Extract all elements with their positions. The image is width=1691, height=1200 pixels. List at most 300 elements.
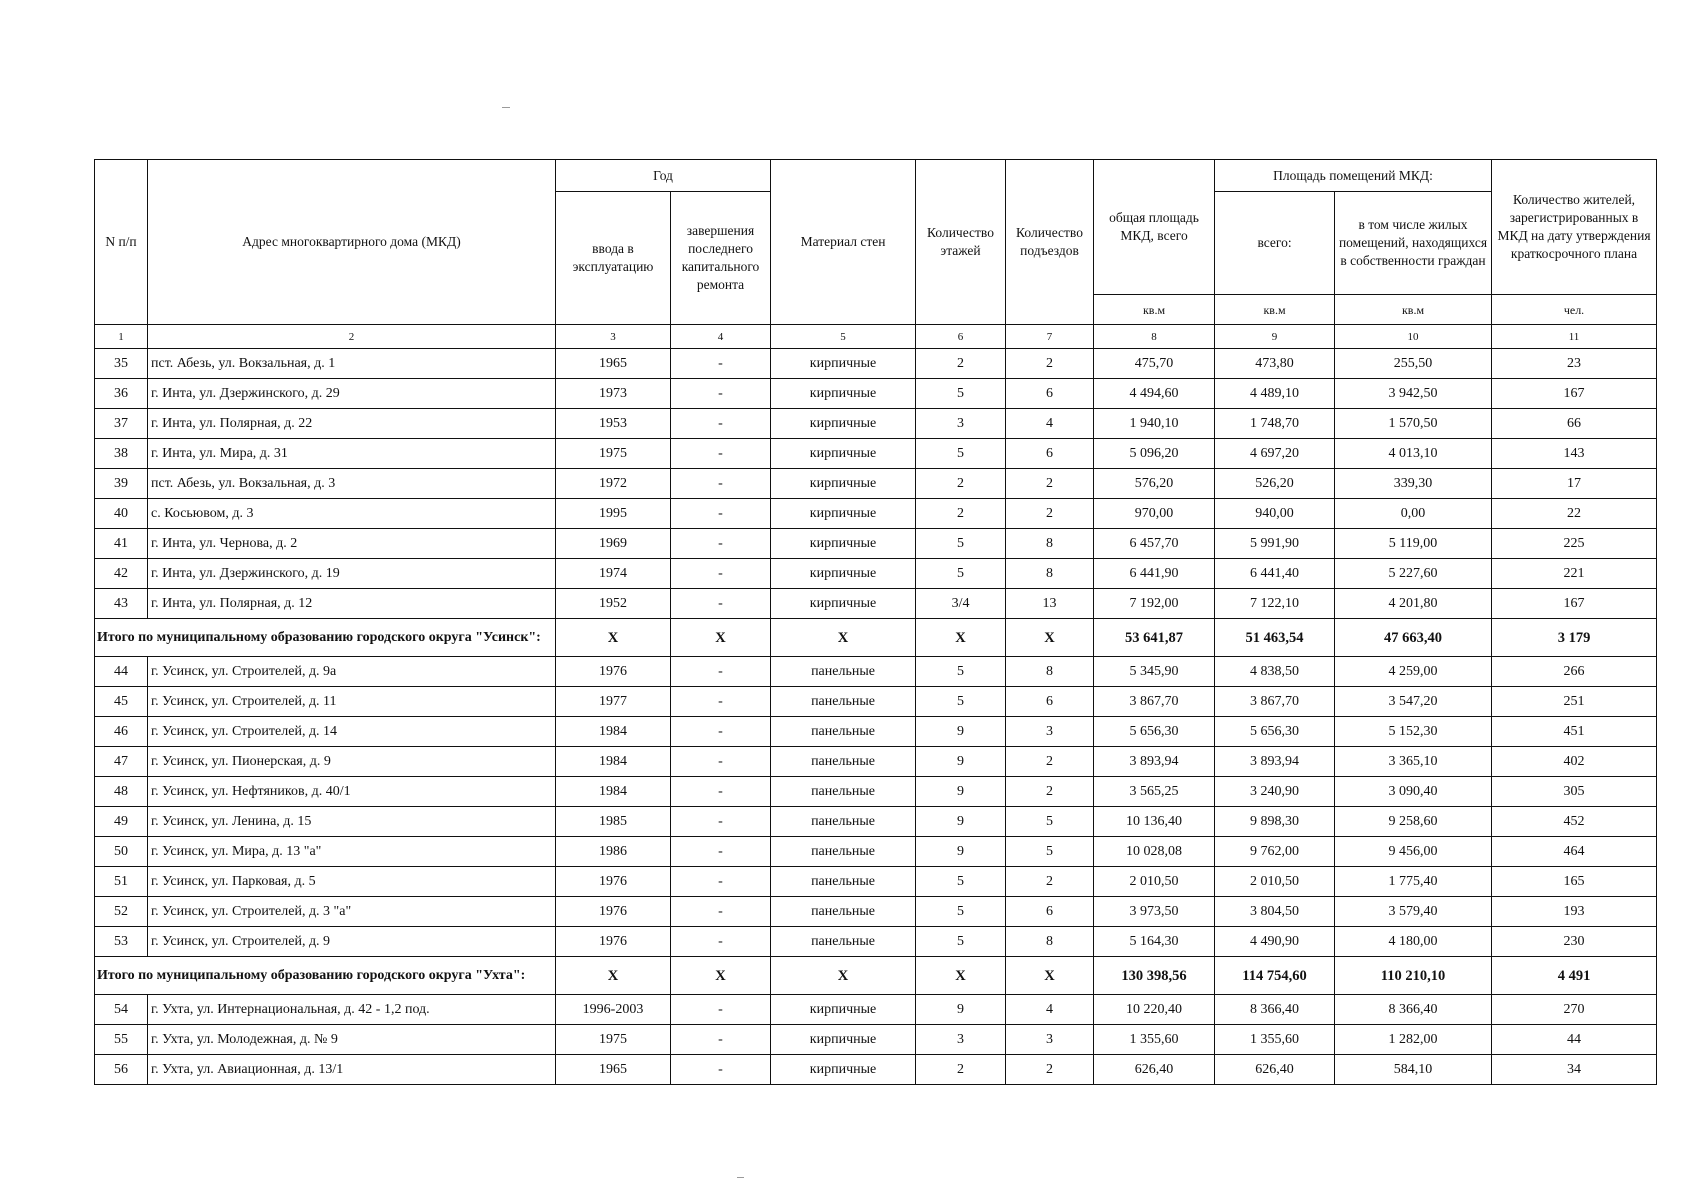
table-row <box>95 867 1657 897</box>
row-premises-area: 3 240,90 <box>1215 777 1335 807</box>
row-private-area: 1 775,40 <box>1335 867 1492 897</box>
header-floors: Количество этажей <box>916 160 1006 325</box>
row-floors: 9 <box>916 777 1006 807</box>
row-year-repair: - <box>671 657 771 687</box>
table-row <box>95 409 1657 439</box>
row-total-area: 3 867,70 <box>1094 687 1215 717</box>
row-total-area: 1 940,10 <box>1094 409 1215 439</box>
row-wall-material: кирпичные <box>771 379 916 409</box>
table-row <box>95 717 1657 747</box>
row-wall-material: панельные <box>771 717 916 747</box>
table-row <box>95 995 1657 1025</box>
table-row <box>95 589 1657 619</box>
header-year: Год <box>556 160 771 192</box>
row-residents: 143 <box>1492 439 1657 469</box>
column-index: 4 <box>671 325 771 349</box>
row-year-commission: 1995 <box>556 499 671 529</box>
row-residents: 452 <box>1492 807 1657 837</box>
table-row <box>95 529 1657 559</box>
row-total-area: 10 220,40 <box>1094 995 1215 1025</box>
row-number: 36 <box>95 379 148 409</box>
row-premises-area: 526,20 <box>1215 469 1335 499</box>
row-address: пст. Абезь, ул. Вокзальная, д. 1 <box>148 349 556 379</box>
row-entrances: 13 <box>1006 589 1094 619</box>
row-residents: 167 <box>1492 379 1657 409</box>
column-index: 2 <box>148 325 556 349</box>
row-premises-area: 4 490,90 <box>1215 927 1335 957</box>
row-address: г. Усинск, ул. Строителей, д. 14 <box>148 717 556 747</box>
row-wall-material: кирпичные <box>771 995 916 1025</box>
header-year-commission: ввода в эксплуатацию <box>556 192 671 325</box>
total-cell-x: X <box>1006 957 1094 995</box>
row-entrances: 6 <box>1006 439 1094 469</box>
row-year-repair: - <box>671 439 771 469</box>
row-entrances: 2 <box>1006 1055 1094 1085</box>
row-floors: 3/4 <box>916 589 1006 619</box>
row-floors: 9 <box>916 807 1006 837</box>
row-year-commission: 1965 <box>556 349 671 379</box>
row-address: г. Инта, ул. Чернова, д. 2 <box>148 529 556 559</box>
table-row <box>95 1025 1657 1055</box>
row-entrances: 6 <box>1006 379 1094 409</box>
row-floors: 5 <box>916 379 1006 409</box>
section-ukhta <box>95 995 1657 1085</box>
row-total-area: 475,70 <box>1094 349 1215 379</box>
row-number: 49 <box>95 807 148 837</box>
row-year-commission: 1984 <box>556 747 671 777</box>
row-number: 53 <box>95 927 148 957</box>
total-area: 130 398,56 <box>1094 957 1215 995</box>
row-year-repair: - <box>671 717 771 747</box>
row-wall-material: панельные <box>771 657 916 687</box>
section-usinsk <box>95 657 1657 957</box>
row-number: 39 <box>95 469 148 499</box>
row-premises-area: 9 898,30 <box>1215 807 1335 837</box>
row-premises-area: 5 656,30 <box>1215 717 1335 747</box>
total-label: Итого по муниципальному образованию городского округа "Ухта": <box>95 957 556 995</box>
row-number: 44 <box>95 657 148 687</box>
row-address: г. Инта, ул. Дзержинского, д. 19 <box>148 559 556 589</box>
table-row <box>95 469 1657 499</box>
total-cell-x: X <box>916 957 1006 995</box>
row-floors: 9 <box>916 837 1006 867</box>
total-private: 47 663,40 <box>1335 619 1492 657</box>
row-premises-area: 8 366,40 <box>1215 995 1335 1025</box>
row-address: г. Ухта, ул. Интернациональная, д. 42 - 1,2 под. <box>148 995 556 1025</box>
row-premises-area: 3 804,50 <box>1215 897 1335 927</box>
row-year-commission: 1977 <box>556 687 671 717</box>
row-premises-area: 6 441,40 <box>1215 559 1335 589</box>
section-inta <box>95 349 1657 619</box>
row-residents: 66 <box>1492 409 1657 439</box>
total-premises: 114 754,60 <box>1215 957 1335 995</box>
row-year-repair: - <box>671 837 771 867</box>
row-residents: 44 <box>1492 1025 1657 1055</box>
row-private-area: 0,00 <box>1335 499 1492 529</box>
row-year-repair: - <box>671 777 771 807</box>
table-row <box>95 559 1657 589</box>
row-entrances: 8 <box>1006 529 1094 559</box>
row-private-area: 1 282,00 <box>1335 1025 1492 1055</box>
row-year-commission: 1976 <box>556 657 671 687</box>
header-premises-area: Площадь помещений МКД: <box>1215 160 1492 192</box>
row-floors: 3 <box>916 409 1006 439</box>
row-entrances: 6 <box>1006 687 1094 717</box>
row-wall-material: панельные <box>771 687 916 717</box>
table-row <box>95 379 1657 409</box>
row-address: г. Инта, ул. Полярная, д. 12 <box>148 589 556 619</box>
row-premises-area: 4 697,20 <box>1215 439 1335 469</box>
row-total-area: 1 355,60 <box>1094 1025 1215 1055</box>
total-cell-x: X <box>671 619 771 657</box>
row-private-area: 255,50 <box>1335 349 1492 379</box>
row-entrances: 2 <box>1006 349 1094 379</box>
row-number: 41 <box>95 529 148 559</box>
row-entrances: 8 <box>1006 559 1094 589</box>
row-address: г. Усинск, ул. Нефтяников, д. 40/1 <box>148 777 556 807</box>
total-premises: 51 463,54 <box>1215 619 1335 657</box>
total-row-usinsk <box>95 619 1657 657</box>
row-premises-area: 4 489,10 <box>1215 379 1335 409</box>
table-row <box>95 897 1657 927</box>
row-private-area: 4 013,10 <box>1335 439 1492 469</box>
total-cell-x: X <box>916 619 1006 657</box>
row-residents: 165 <box>1492 867 1657 897</box>
row-residents: 22 <box>1492 499 1657 529</box>
row-year-commission: 1975 <box>556 439 671 469</box>
row-wall-material: кирпичные <box>771 409 916 439</box>
table-row <box>95 807 1657 837</box>
row-number: 38 <box>95 439 148 469</box>
row-year-repair: - <box>671 995 771 1025</box>
row-entrances: 5 <box>1006 837 1094 867</box>
row-private-area: 3 365,10 <box>1335 747 1492 777</box>
row-year-commission: 1976 <box>556 867 671 897</box>
row-total-area: 3 893,94 <box>1094 747 1215 777</box>
row-number: 52 <box>95 897 148 927</box>
row-premises-area: 626,40 <box>1215 1055 1335 1085</box>
row-wall-material: панельные <box>771 867 916 897</box>
row-address: г. Инта, ул. Мира, д. 31 <box>148 439 556 469</box>
row-premises-area: 2 010,50 <box>1215 867 1335 897</box>
row-entrances: 3 <box>1006 717 1094 747</box>
row-floors: 9 <box>916 717 1006 747</box>
row-address: г. Инта, ул. Дзержинского, д. 29 <box>148 379 556 409</box>
total-cell-x: X <box>1006 619 1094 657</box>
row-floors: 5 <box>916 439 1006 469</box>
table-row <box>95 439 1657 469</box>
row-wall-material: панельные <box>771 837 916 867</box>
total-cell-x: X <box>771 619 916 657</box>
row-year-repair: - <box>671 409 771 439</box>
row-wall-material: кирпичные <box>771 439 916 469</box>
row-year-commission: 1985 <box>556 807 671 837</box>
row-number: 35 <box>95 349 148 379</box>
row-entrances: 6 <box>1006 897 1094 927</box>
row-entrances: 2 <box>1006 867 1094 897</box>
row-residents: 17 <box>1492 469 1657 499</box>
row-total-area: 970,00 <box>1094 499 1215 529</box>
row-residents: 230 <box>1492 927 1657 957</box>
table-row <box>95 927 1657 957</box>
scan-speck <box>502 107 510 108</box>
row-private-area: 5 227,60 <box>1335 559 1492 589</box>
row-year-repair: - <box>671 529 771 559</box>
row-premises-area: 9 762,00 <box>1215 837 1335 867</box>
header-entrances: Количество подъездов <box>1006 160 1094 325</box>
row-entrances: 2 <box>1006 499 1094 529</box>
row-year-commission: 1996-2003 <box>556 995 671 1025</box>
column-index: 11 <box>1492 325 1657 349</box>
row-year-repair: - <box>671 687 771 717</box>
header-premises-total: всего: <box>1215 192 1335 295</box>
row-private-area: 3 547,20 <box>1335 687 1492 717</box>
table-row <box>95 1055 1657 1085</box>
row-year-commission: 1965 <box>556 1055 671 1085</box>
row-total-area: 5 096,20 <box>1094 439 1215 469</box>
row-floors: 9 <box>916 747 1006 777</box>
row-number: 45 <box>95 687 148 717</box>
row-residents: 464 <box>1492 837 1657 867</box>
row-number: 54 <box>95 995 148 1025</box>
column-index: 6 <box>916 325 1006 349</box>
row-premises-area: 940,00 <box>1215 499 1335 529</box>
row-year-repair: - <box>671 927 771 957</box>
row-residents: 167 <box>1492 589 1657 619</box>
row-premises-area: 1 748,70 <box>1215 409 1335 439</box>
row-residents: 266 <box>1492 657 1657 687</box>
row-private-area: 3 942,50 <box>1335 379 1492 409</box>
row-address: г. Инта, ул. Полярная, д. 22 <box>148 409 556 439</box>
header-total-area: общая площадь МКД, всего <box>1094 160 1215 295</box>
row-private-area: 5 152,30 <box>1335 717 1492 747</box>
row-number: 48 <box>95 777 148 807</box>
row-total-area: 5 656,30 <box>1094 717 1215 747</box>
row-address: г. Усинск, ул. Ленина, д. 15 <box>148 807 556 837</box>
row-total-area: 6 457,70 <box>1094 529 1215 559</box>
row-total-area: 3 565,25 <box>1094 777 1215 807</box>
row-residents: 402 <box>1492 747 1657 777</box>
row-number: 46 <box>95 717 148 747</box>
row-floors: 5 <box>916 687 1006 717</box>
row-address: г. Ухта, ул. Молодежная, д. № 9 <box>148 1025 556 1055</box>
column-index: 7 <box>1006 325 1094 349</box>
row-private-area: 4 201,80 <box>1335 589 1492 619</box>
row-wall-material: кирпичные <box>771 1055 916 1085</box>
column-index: 9 <box>1215 325 1335 349</box>
row-residents: 225 <box>1492 529 1657 559</box>
row-year-repair: - <box>671 469 771 499</box>
row-total-area: 6 441,90 <box>1094 559 1215 589</box>
total-residents: 3 179 <box>1492 619 1657 657</box>
total-label: Итого по муниципальному образованию городского округа "Усинск": <box>95 619 556 657</box>
table-row <box>95 499 1657 529</box>
row-year-commission: 1973 <box>556 379 671 409</box>
row-number: 40 <box>95 499 148 529</box>
row-wall-material: кирпичные <box>771 559 916 589</box>
row-residents: 193 <box>1492 897 1657 927</box>
table-row <box>95 687 1657 717</box>
row-year-repair: - <box>671 747 771 777</box>
row-floors: 5 <box>916 897 1006 927</box>
row-year-commission: 1952 <box>556 589 671 619</box>
header-premises-private: в том числе жилых помещений, находящихся в собственности граждан <box>1335 192 1492 295</box>
row-total-area: 10 136,40 <box>1094 807 1215 837</box>
row-address: г. Усинск, ул. Мира, д. 13 "а" <box>148 837 556 867</box>
column-index-row <box>95 325 1657 349</box>
unit-area: кв.м <box>1335 295 1492 325</box>
column-index: 8 <box>1094 325 1215 349</box>
header-address: Адрес многоквартирного дома (МКД) <box>148 160 556 325</box>
column-index: 5 <box>771 325 916 349</box>
row-floors: 3 <box>916 1025 1006 1055</box>
row-year-repair: - <box>671 379 771 409</box>
row-address: г. Усинск, ул. Парковая, д. 5 <box>148 867 556 897</box>
row-entrances: 8 <box>1006 927 1094 957</box>
row-floors: 5 <box>916 559 1006 589</box>
row-private-area: 584,10 <box>1335 1055 1492 1085</box>
row-year-repair: - <box>671 867 771 897</box>
row-year-repair: - <box>671 807 771 837</box>
row-total-area: 10 028,08 <box>1094 837 1215 867</box>
row-total-area: 3 973,50 <box>1094 897 1215 927</box>
row-total-area: 626,40 <box>1094 1055 1215 1085</box>
header-wall-material: Материал стен <box>771 160 916 325</box>
row-floors: 5 <box>916 867 1006 897</box>
row-total-area: 2 010,50 <box>1094 867 1215 897</box>
row-address: пст. Абезь, ул. Вокзальная, д. 3 <box>148 469 556 499</box>
row-address: г. Усинск, ул. Строителей, д. 9 <box>148 927 556 957</box>
table-row <box>95 657 1657 687</box>
row-residents: 23 <box>1492 349 1657 379</box>
row-wall-material: кирпичные <box>771 349 916 379</box>
row-wall-material: кирпичные <box>771 1025 916 1055</box>
row-address: г. Усинск, ул. Пионерская, д. 9 <box>148 747 556 777</box>
row-year-repair: - <box>671 499 771 529</box>
row-number: 56 <box>95 1055 148 1085</box>
row-residents: 221 <box>1492 559 1657 589</box>
header-year-repair: завершения последнего капитального ремонта <box>671 192 771 325</box>
row-floors: 2 <box>916 349 1006 379</box>
row-entrances: 2 <box>1006 747 1094 777</box>
row-floors: 2 <box>916 499 1006 529</box>
row-year-repair: - <box>671 1055 771 1085</box>
row-floors: 5 <box>916 529 1006 559</box>
row-residents: 270 <box>1492 995 1657 1025</box>
row-private-area: 9 456,00 <box>1335 837 1492 867</box>
row-year-repair: - <box>671 559 771 589</box>
row-wall-material: панельные <box>771 777 916 807</box>
row-year-repair: - <box>671 589 771 619</box>
row-wall-material: кирпичные <box>771 529 916 559</box>
row-year-commission: 1986 <box>556 837 671 867</box>
row-entrances: 5 <box>1006 807 1094 837</box>
row-wall-material: панельные <box>771 747 916 777</box>
row-premises-area: 3 893,94 <box>1215 747 1335 777</box>
row-address: г. Усинск, ул. Строителей, д. 11 <box>148 687 556 717</box>
row-entrances: 2 <box>1006 469 1094 499</box>
scan-speck <box>737 1177 744 1178</box>
row-total-area: 7 192,00 <box>1094 589 1215 619</box>
row-residents: 451 <box>1492 717 1657 747</box>
row-total-area: 5 164,30 <box>1094 927 1215 957</box>
row-number: 50 <box>95 837 148 867</box>
row-address: г. Усинск, ул. Строителей, д. 9а <box>148 657 556 687</box>
column-index: 1 <box>95 325 148 349</box>
column-index: 10 <box>1335 325 1492 349</box>
unit-area: кв.м <box>1094 295 1215 325</box>
total-cell-x: X <box>671 957 771 995</box>
row-number: 37 <box>95 409 148 439</box>
row-wall-material: панельные <box>771 927 916 957</box>
row-number: 51 <box>95 867 148 897</box>
row-premises-area: 5 991,90 <box>1215 529 1335 559</box>
total-cell-x: X <box>556 619 671 657</box>
row-year-commission: 1975 <box>556 1025 671 1055</box>
row-residents: 251 <box>1492 687 1657 717</box>
row-total-area: 4 494,60 <box>1094 379 1215 409</box>
row-entrances: 4 <box>1006 409 1094 439</box>
row-private-area: 4 259,00 <box>1335 657 1492 687</box>
row-entrances: 3 <box>1006 1025 1094 1055</box>
row-private-area: 3 579,40 <box>1335 897 1492 927</box>
housing-register-table <box>94 159 1657 1085</box>
table-row <box>95 777 1657 807</box>
total-private: 110 210,10 <box>1335 957 1492 995</box>
row-entrances: 8 <box>1006 657 1094 687</box>
unit-people: чел. <box>1492 295 1657 325</box>
row-entrances: 4 <box>1006 995 1094 1025</box>
row-year-commission: 1974 <box>556 559 671 589</box>
row-private-area: 1 570,50 <box>1335 409 1492 439</box>
header-residents: Количество жителей, зарегистрированных в МКД на дату утверждения краткосрочного плана <box>1492 160 1657 295</box>
row-number: 42 <box>95 559 148 589</box>
total-cell-x: X <box>771 957 916 995</box>
total-residents: 4 491 <box>1492 957 1657 995</box>
row-premises-area: 1 355,60 <box>1215 1025 1335 1055</box>
row-number: 55 <box>95 1025 148 1055</box>
row-residents: 305 <box>1492 777 1657 807</box>
row-private-area: 3 090,40 <box>1335 777 1492 807</box>
row-floors: 5 <box>916 657 1006 687</box>
row-wall-material: панельные <box>771 807 916 837</box>
row-number: 43 <box>95 589 148 619</box>
row-premises-area: 473,80 <box>1215 349 1335 379</box>
row-private-area: 339,30 <box>1335 469 1492 499</box>
row-year-commission: 1969 <box>556 529 671 559</box>
column-index: 3 <box>556 325 671 349</box>
row-private-area: 8 366,40 <box>1335 995 1492 1025</box>
table-row <box>95 837 1657 867</box>
row-wall-material: кирпичные <box>771 499 916 529</box>
row-private-area: 5 119,00 <box>1335 529 1492 559</box>
total-area: 53 641,87 <box>1094 619 1215 657</box>
row-private-area: 9 258,60 <box>1335 807 1492 837</box>
row-total-area: 576,20 <box>1094 469 1215 499</box>
row-floors: 9 <box>916 995 1006 1025</box>
row-premises-area: 3 867,70 <box>1215 687 1335 717</box>
row-year-commission: 1984 <box>556 717 671 747</box>
row-year-commission: 1984 <box>556 777 671 807</box>
row-year-commission: 1976 <box>556 897 671 927</box>
row-total-area: 5 345,90 <box>1094 657 1215 687</box>
row-floors: 2 <box>916 469 1006 499</box>
row-floors: 2 <box>916 1055 1006 1085</box>
row-premises-area: 7 122,10 <box>1215 589 1335 619</box>
row-address: г. Ухта, ул. Авиационная, д. 13/1 <box>148 1055 556 1085</box>
row-floors: 5 <box>916 927 1006 957</box>
row-number: 47 <box>95 747 148 777</box>
